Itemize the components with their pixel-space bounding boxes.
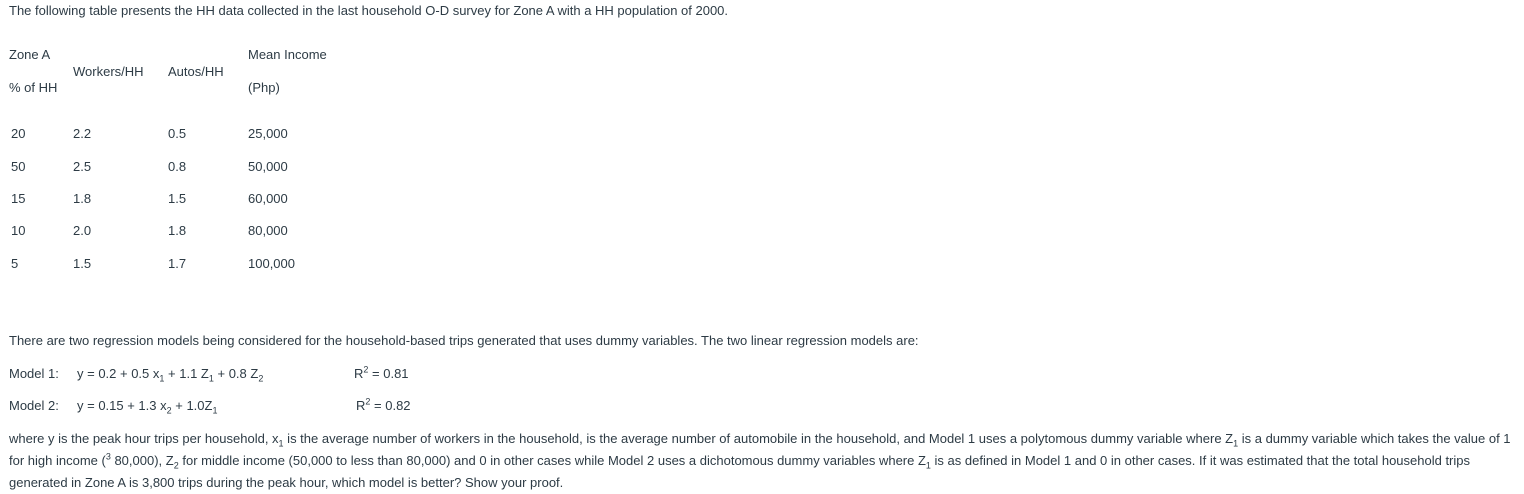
cell-autos: 0.5 (168, 126, 187, 141)
cell-workers: 2.0 (73, 223, 92, 238)
cell-workers: 2.5 (73, 159, 92, 174)
cell-pct: 15 (11, 191, 26, 206)
model-1-label: Model 1: (9, 366, 59, 381)
cell-workers: 2.2 (73, 126, 92, 141)
cell-autos: 1.8 (168, 223, 187, 238)
cell-income: 25,000 (248, 126, 288, 141)
cell-autos: 1.7 (168, 256, 187, 271)
cell-income: 50,000 (248, 159, 288, 174)
header-autos: Autos/HH (168, 64, 224, 79)
model-2-equation: y = 0.15 + 1.3 $x_2 + 1.0Z_1$ (77, 398, 218, 416)
header-income: Mean Income (248, 47, 327, 62)
cell-workers: 1.5 (73, 256, 92, 271)
cell-income: 80,000 (248, 223, 288, 238)
model-2-label: Model 2: (9, 398, 59, 413)
model-1-r-squared: $R^2 = 0.81$ (354, 364, 409, 381)
cell-pct: 10 (11, 223, 26, 238)
header-zone: Zone A (9, 47, 51, 62)
header-workers: Workers/HH (73, 64, 144, 79)
models-intro: There are two regression models being considered for the household-based trips generated that uses dummy variables. The two linear regression models are: (9, 333, 919, 348)
cell-pct: 5 (11, 256, 19, 271)
cell-pct: 20 (11, 126, 26, 141)
cell-autos: 1.5 (168, 191, 187, 206)
model-1-equation: y = 0.2 + 0.5 $x_1 + 1.1$ $Z_1 + 0.8$ $Z_2$ (77, 366, 264, 384)
header-pct-hh: % of HH (9, 80, 58, 95)
question-text: where y is the peak hour trips per household, $x_1$ is the average number of workers in the household, is the average number of automobile in the household, and Model 1 uses a polytomous dummy variable where $Z_1$ is a dummy variable which takes the value of 1 for high income ($^3$ 80,000), $Z_2$ for middle income (50,000 to less than 80,000) and 0 in other cases while Model 2 uses a dichotomous dummy variables where $Z_1$ is as defined in Model 1 and 0 in other cases. If it was estimated that the total household trips generated in Zone A is 3,800 trips during the peak hour, which model is better? Show your proof. (9, 431, 1511, 490)
cell-workers: 1.8 (73, 191, 92, 206)
cell-autos: 0.8 (168, 159, 187, 174)
cell-income: 100,000 (248, 256, 295, 271)
model-2-r-squared: $R^2 = 0.82$ (356, 396, 411, 413)
cell-pct: 50 (11, 159, 26, 174)
cell-income: 60,000 (248, 191, 288, 206)
intro-text: The following table presents the HH data collected in the last household O-D survey for Zone A with a HH population of 2000. (9, 3, 729, 18)
header-income-unit: (Php) (248, 80, 280, 95)
